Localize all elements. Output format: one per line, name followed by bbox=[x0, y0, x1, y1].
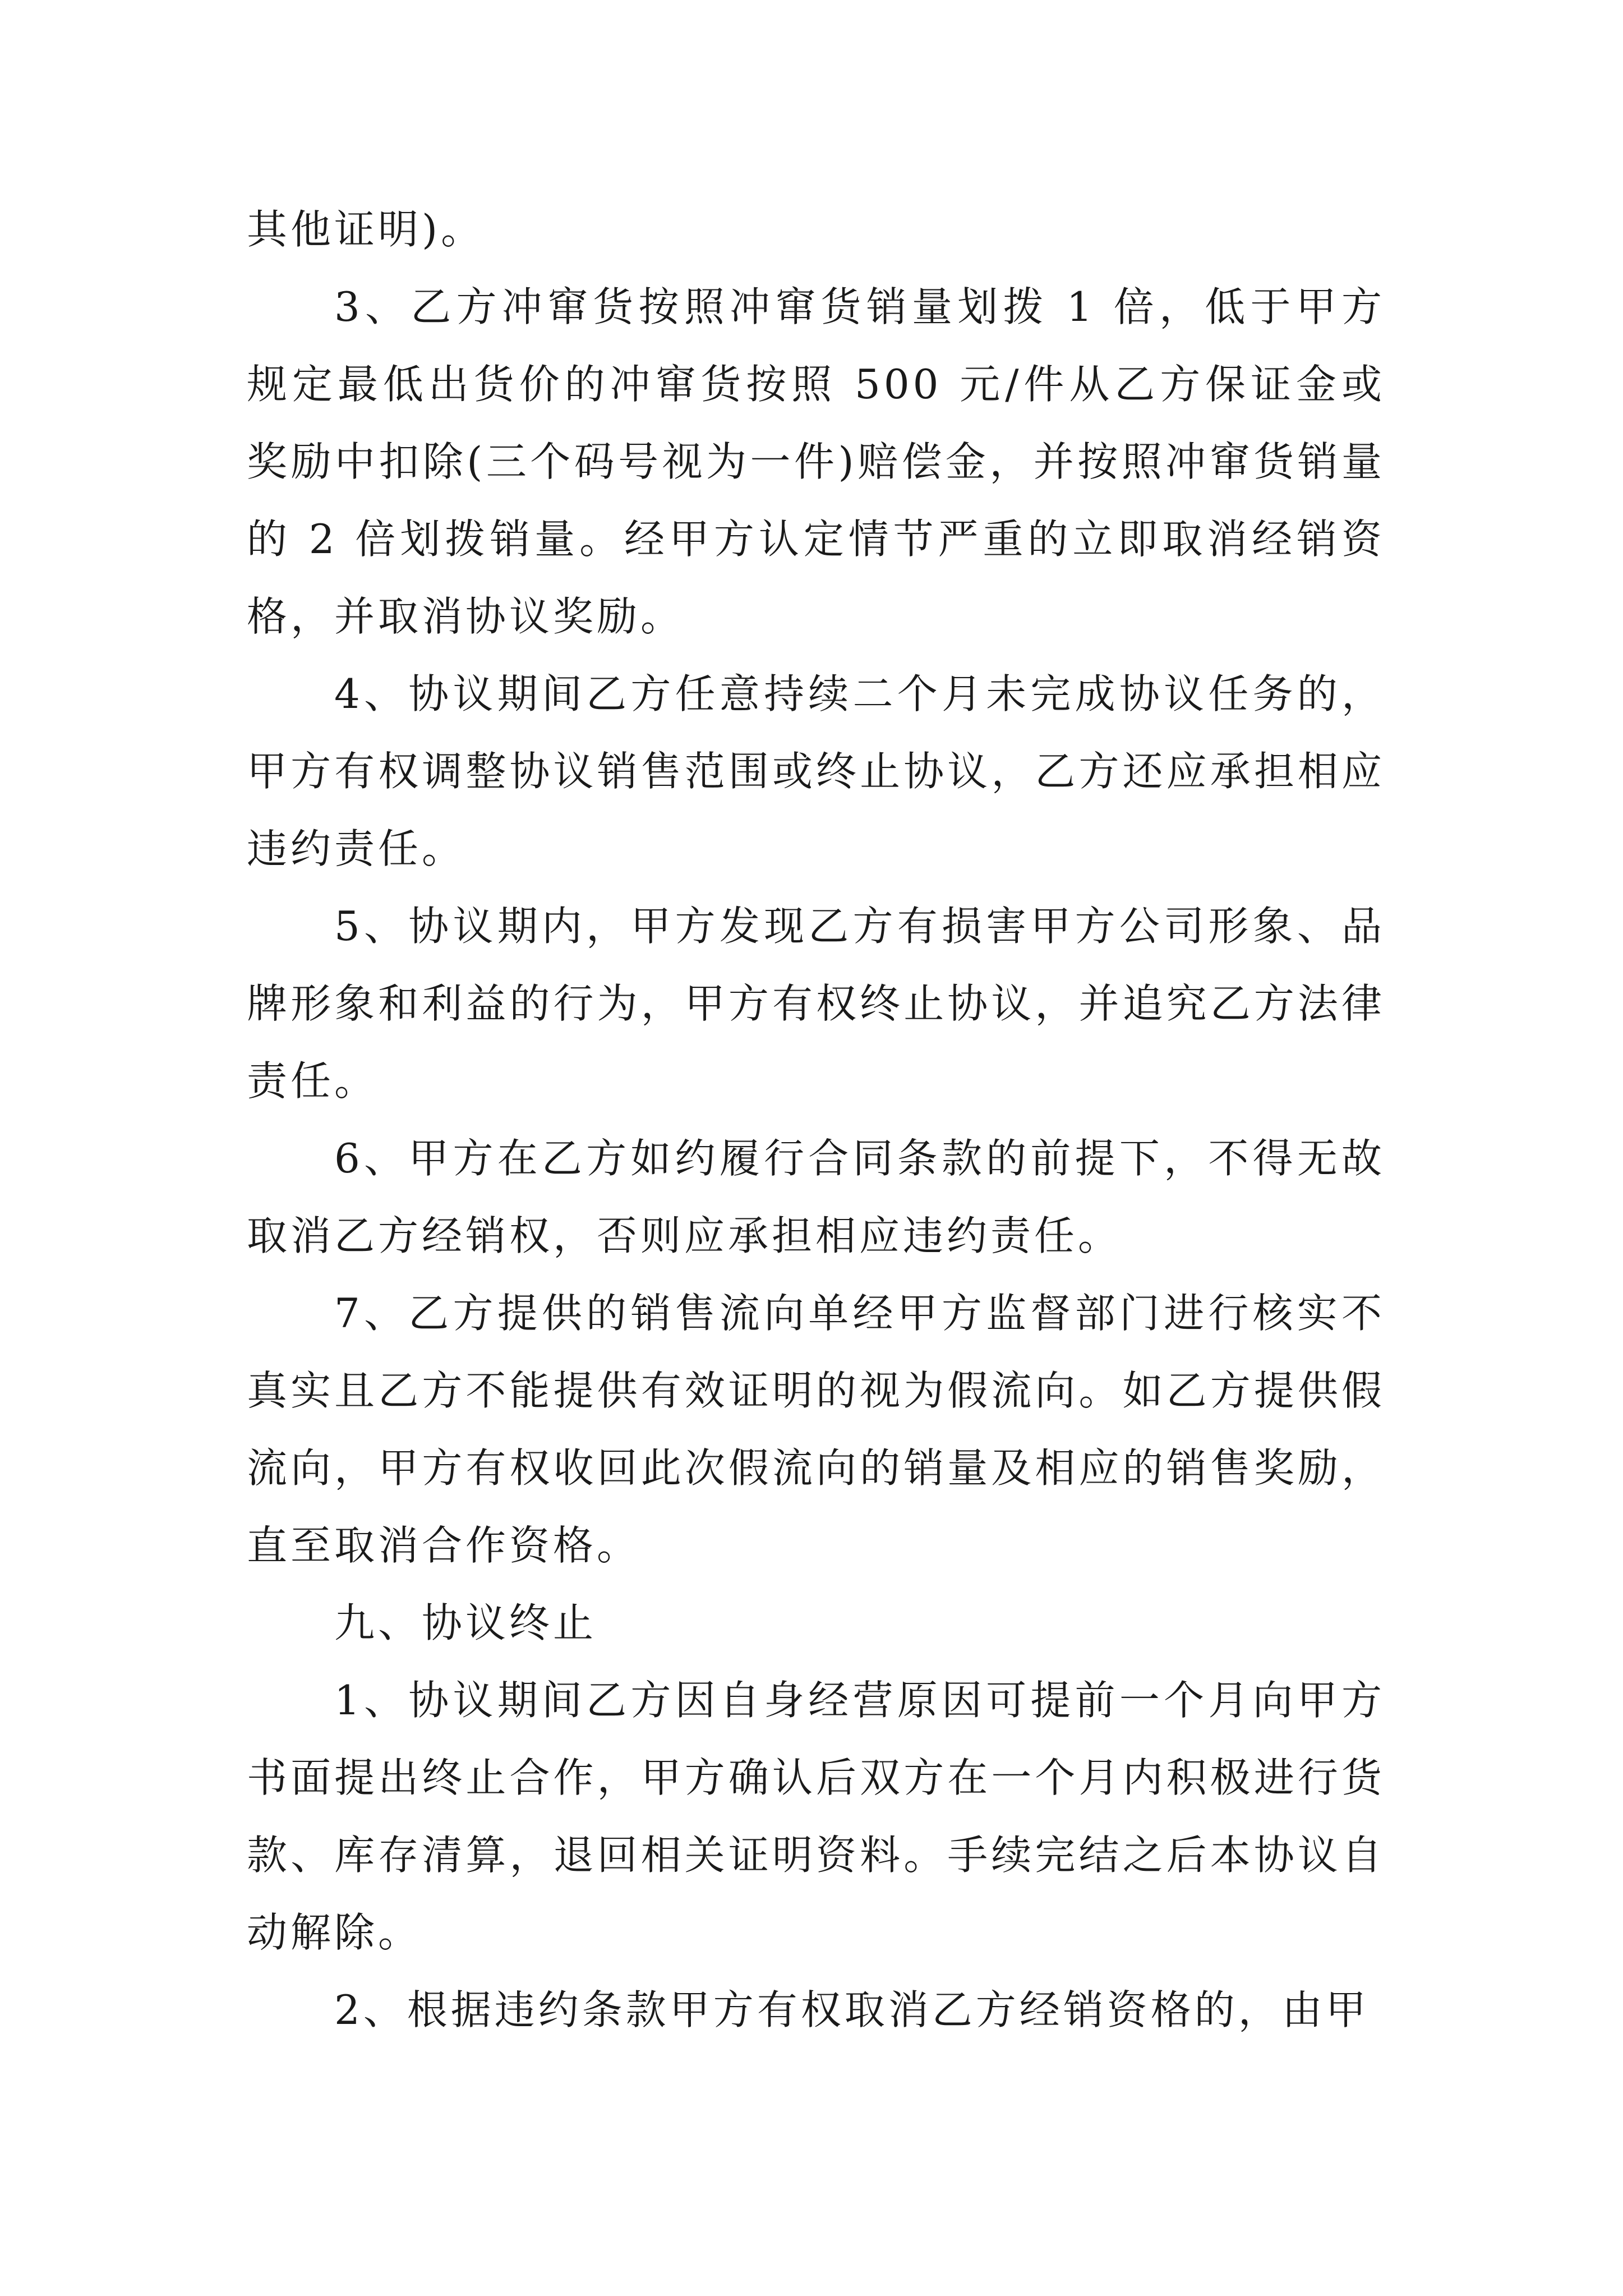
paragraph-termination-1: 1、协议期间乙方因自身经营原因可提前一个月向甲方书面提出终止合作，甲方确认后双方在一个月内积极进行货款、库存清算，退回相关证明资料。手续完结之后本协议自动解除。 bbox=[247, 1677, 1385, 1956]
paragraph-clause-6: 6、甲方在乙方如约履行合同条款的前提下，不得无故取消乙方经销权，否则应承担相应违约责任。 bbox=[247, 1135, 1385, 1259]
section-heading-termination: 九、协议终止 bbox=[334, 1599, 597, 1646]
paragraph-continuation: 其他证明)。 bbox=[247, 206, 485, 253]
paragraph-termination-2: 2、根据违约条款甲方有权取消乙方经销资格的，由甲 bbox=[334, 1986, 1370, 2033]
paragraph-clause-3: 3、乙方冲窜货按照冲窜货销量划拨 1 倍，低于甲方规定最低出货价的冲窜货按照 500 元/件从乙方保证金或奖励中扣除(三个码号视为一件)赔偿金，并按照冲窜货销量的 2 倍划拨销量。经甲方认定情节严重的立即取消经销资格，并取消协议奖励。 bbox=[247, 283, 1385, 640]
paragraph-clause-5: 5、协议期内，甲方发现乙方有损害甲方公司形象、品牌形象和利益的行为，甲方有权终止协议，并追究乙方法律责任。 bbox=[247, 903, 1385, 1105]
paragraph-clause-4: 4、协议期间乙方任意持续二个月未完成协议任务的，甲方有权调整协议销售范围或终止协议，乙方还应承担相应违约责任。 bbox=[247, 670, 1385, 872]
paragraph-clause-7: 7、乙方提供的销售流向单经甲方监督部门进行核实不真实且乙方不能提供有效证明的视为假流向。如乙方提供假流向，甲方有权收回此次假流向的销量及相应的销售奖励，直至取消合作资格。 bbox=[247, 1290, 1385, 1569]
document-body bbox=[247, 191, 1385, 2049]
